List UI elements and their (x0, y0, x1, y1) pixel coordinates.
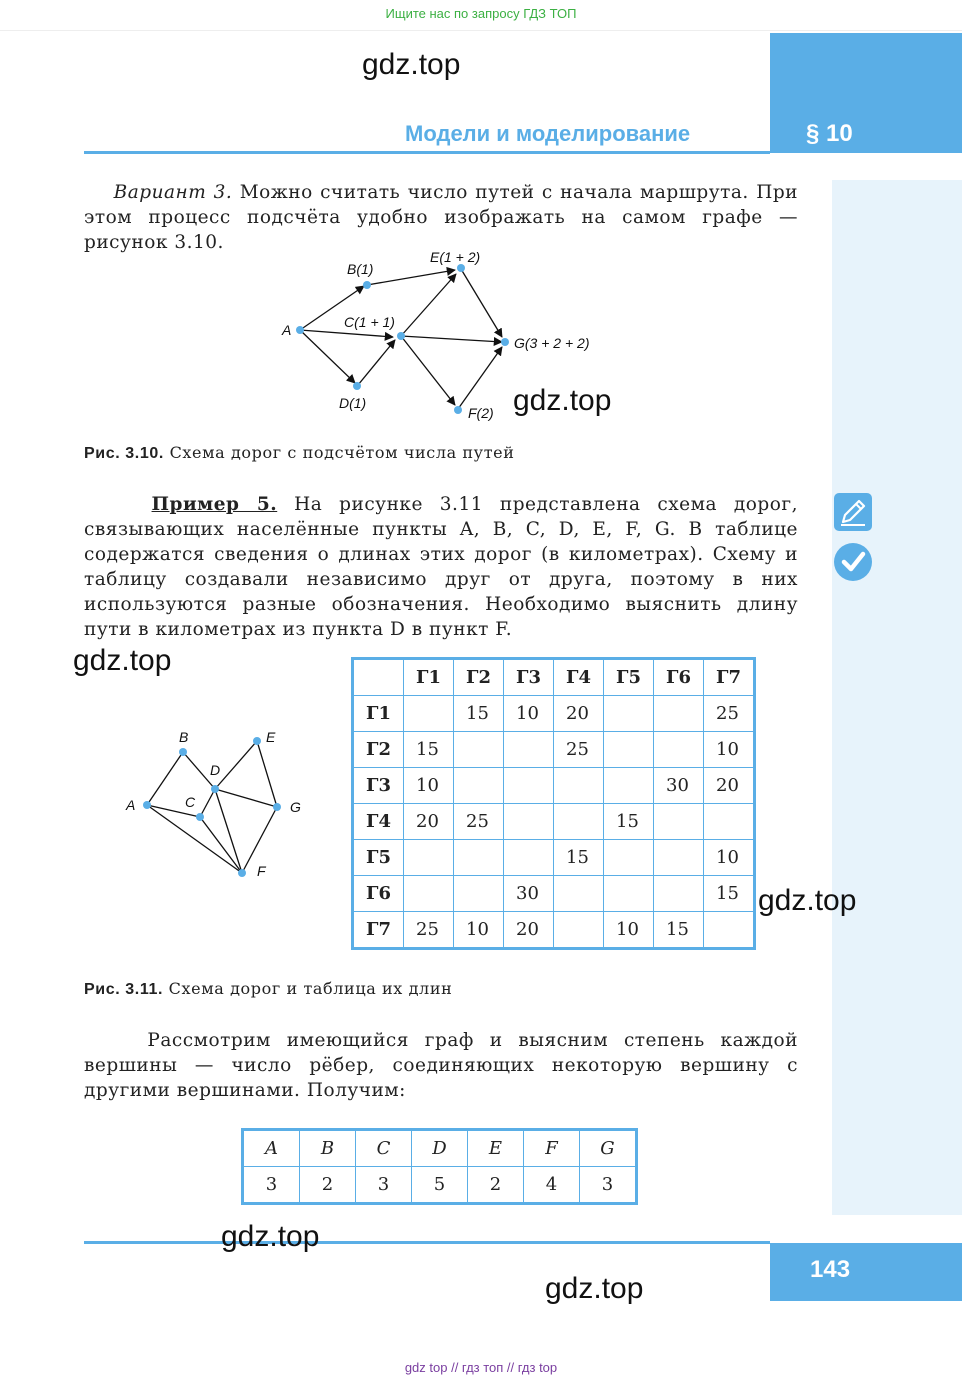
row-header: Г6 (353, 876, 404, 912)
label-A: A (282, 322, 292, 338)
table-cell: 10 (604, 912, 654, 949)
table-row (353, 768, 755, 804)
edge-D-E (215, 741, 257, 789)
table-cell: 25 (404, 912, 454, 949)
table-cell: 30 (504, 876, 554, 912)
table-cell: 15 (604, 804, 654, 840)
table-cell (554, 912, 604, 949)
table-cell (654, 876, 704, 912)
edge-A-C (300, 330, 393, 337)
table-cell (554, 768, 604, 804)
vertex-cell: A (243, 1130, 300, 1167)
node-B (363, 281, 371, 289)
section-number: § 10 (806, 120, 853, 147)
table-cell: 20 (404, 804, 454, 840)
table-cell (404, 876, 454, 912)
degrees-header-row (243, 1130, 637, 1167)
node-B (179, 748, 187, 756)
table-corner (353, 659, 404, 696)
table-cell: 10 (454, 912, 504, 949)
row-header: Г4 (353, 804, 404, 840)
example5-text: На рисунке 3.11 представлена схема дорог, связывающих населённые пункты A, B, C, D, E, F, G. В таблице содержатся сведения о длинах этих дорог (в километрах). Схему и таблицу создавали независимо друг от друга, поэтому в них используются разные обозначения. Необходимо выяснить длину пути в километрах из пункта D в пункт F. (84, 494, 798, 640)
column-header: Г3 (504, 659, 554, 696)
degree-cell: 2 (300, 1167, 356, 1204)
edge-C-E (401, 274, 456, 336)
node-D (353, 382, 361, 390)
node-D (211, 785, 219, 793)
checkmark-icon[interactable] (834, 543, 872, 581)
degrees-paragraph (84, 1028, 798, 1103)
table-cell: 10 (704, 732, 755, 768)
table-cell (654, 696, 704, 732)
pencil-icon[interactable] (834, 493, 872, 531)
table-cell (404, 840, 454, 876)
label-D: D (210, 762, 221, 778)
example5-label: Пример 5. (151, 494, 278, 515)
table-cell (604, 840, 654, 876)
node-F (238, 869, 246, 877)
table-cell: 30 (654, 768, 704, 804)
label-G: G(3 + 2 + 2) (514, 335, 590, 351)
table-row (353, 804, 755, 840)
table-cell: 15 (554, 840, 604, 876)
vertex-cell: B (300, 1130, 356, 1167)
node-C (397, 332, 405, 340)
row-header: Г2 (353, 732, 404, 768)
table-cell (404, 696, 454, 732)
chapter-title: Модели и моделирование (405, 121, 691, 146)
table-row (353, 876, 755, 912)
row-header: Г5 (353, 840, 404, 876)
table-cell (654, 732, 704, 768)
table-cell (604, 696, 654, 732)
degree-cell: 4 (524, 1167, 580, 1204)
variant3-paragraph (84, 180, 798, 255)
node-G (273, 803, 281, 811)
node-A (296, 326, 304, 334)
table-cell (454, 768, 504, 804)
degree-cell: 2 (468, 1167, 524, 1204)
vertex-cell: F (524, 1130, 580, 1167)
road-length-table (351, 657, 756, 950)
figure-3-10-caption (84, 443, 514, 463)
watermark: gdz.top (73, 644, 172, 677)
column-header: Г4 (554, 659, 604, 696)
label-F: F(2) (468, 405, 494, 421)
table-cell: 10 (704, 840, 755, 876)
table-cell (454, 732, 504, 768)
label-C: C(1 + 1) (344, 314, 395, 330)
row-header: Г3 (353, 768, 404, 804)
table-cell: 25 (704, 696, 755, 732)
node-G (501, 338, 509, 346)
table-cell (604, 732, 654, 768)
watermark: gdz.top (221, 1220, 320, 1253)
caption-text: Схема дорог с подсчётом числа путей (163, 443, 515, 462)
edge-C-F (401, 336, 455, 405)
edge-E-G (461, 269, 502, 337)
watermark: gdz.top (758, 884, 857, 917)
table-cell (454, 876, 504, 912)
label-F: F (257, 863, 266, 879)
table-row (353, 840, 755, 876)
table-row (353, 912, 755, 949)
edge-C-F (200, 817, 242, 873)
edge-D-F (215, 789, 242, 873)
node-C (196, 813, 204, 821)
table-cell: 15 (704, 876, 755, 912)
label-B: B (179, 729, 189, 745)
search-banner: Ищите нас по запросу ГДЗ ТОП (385, 6, 577, 21)
footer-rule (84, 1241, 770, 1244)
degrees-text: Рассмотрим имеющийся граф и выясним степень каждой вершины — число рёбер, соединяющих некоторую вершину с другими вершинами. Получим: (84, 1030, 798, 1101)
table-row (353, 732, 755, 768)
table-cell (604, 768, 654, 804)
table-row (353, 696, 755, 732)
table-cell: 10 (504, 696, 554, 732)
watermark: gdz.top (362, 48, 461, 81)
label-E: E(1 + 2) (430, 249, 481, 265)
edge-E-G (257, 741, 277, 807)
edge-A-B (147, 752, 183, 805)
table-cell (504, 768, 554, 804)
header-rule (84, 151, 770, 154)
node-E (457, 264, 465, 272)
example5-paragraph (84, 492, 798, 642)
figure-3-11-caption (84, 979, 452, 999)
column-header: Г1 (404, 659, 454, 696)
watermark: gdz.top (545, 1272, 644, 1305)
table-cell: 25 (454, 804, 504, 840)
column-header: Г5 (604, 659, 654, 696)
table-cell (654, 840, 704, 876)
table-cell (604, 876, 654, 912)
table-cell: 20 (554, 696, 604, 732)
table-cell (504, 840, 554, 876)
edge-A-D (300, 330, 355, 383)
edge-C-G (401, 336, 502, 342)
node-E (253, 737, 261, 745)
row-header: Г7 (353, 912, 404, 949)
table-cell: 15 (404, 732, 454, 768)
degrees-table (241, 1128, 638, 1205)
table-cell (454, 840, 504, 876)
degree-cell: 3 (580, 1167, 637, 1204)
label-B: B(1) (347, 261, 374, 277)
caption-text: Схема дорог и таблица их длин (163, 979, 453, 998)
footer-links[interactable]: gdz top // гдз топ // гдз top (404, 1360, 558, 1375)
table-cell: 15 (654, 912, 704, 949)
label-D: D(1) (339, 395, 367, 411)
label-E: E (266, 729, 276, 745)
section-tab (770, 33, 962, 153)
edge-F-G (458, 347, 502, 409)
table-cell (704, 912, 755, 949)
edge-C-D (200, 789, 215, 817)
node-A (143, 801, 151, 809)
vertex-cell: E (468, 1130, 524, 1167)
label-C: C (185, 794, 196, 810)
column-header: Г7 (704, 659, 755, 696)
page-number-tab (770, 1243, 962, 1301)
watermark: gdz.top (513, 384, 612, 417)
vertex-cell: G (580, 1130, 637, 1167)
page-number: 143 (810, 1256, 851, 1283)
table-cell: 20 (704, 768, 755, 804)
label-A: A (126, 797, 136, 813)
table-cell: 25 (554, 732, 604, 768)
variant3-lead: Вариант 3. (113, 182, 233, 203)
edge-D-G (215, 789, 277, 807)
table-cell (504, 804, 554, 840)
margin-strip (832, 180, 962, 1215)
table-cell (704, 804, 755, 840)
table-header-row (353, 659, 755, 696)
table-cell (554, 876, 604, 912)
table-cell: 20 (504, 912, 554, 949)
degree-cell: 3 (356, 1167, 412, 1204)
top-divider (0, 30, 962, 31)
degrees-value-row (243, 1167, 637, 1204)
degree-cell: 5 (412, 1167, 468, 1204)
degree-cell: 3 (243, 1167, 300, 1204)
variant3-text: Можно считать число путей с начала маршрута. При этом процесс подсчёта удобно изображать на самом графе — рисунок 3.10. (84, 182, 799, 253)
row-header: Г1 (353, 696, 404, 732)
table-cell (654, 804, 704, 840)
table-cell: 10 (404, 768, 454, 804)
node-F (454, 406, 462, 414)
caption-label: Рис. 3.11. (84, 981, 163, 998)
vertex-cell: C (356, 1130, 412, 1167)
table-cell (504, 732, 554, 768)
vertex-cell: D (412, 1130, 468, 1167)
column-header: Г2 (454, 659, 504, 696)
label-G: G (290, 799, 301, 815)
table-cell (554, 804, 604, 840)
edge-D-C (358, 340, 395, 385)
caption-label: Рис. 3.10. (84, 445, 164, 462)
column-header: Г6 (654, 659, 704, 696)
table-cell: 15 (454, 696, 504, 732)
edge-B-E (367, 270, 455, 285)
figure-3-11-graph (120, 725, 320, 885)
